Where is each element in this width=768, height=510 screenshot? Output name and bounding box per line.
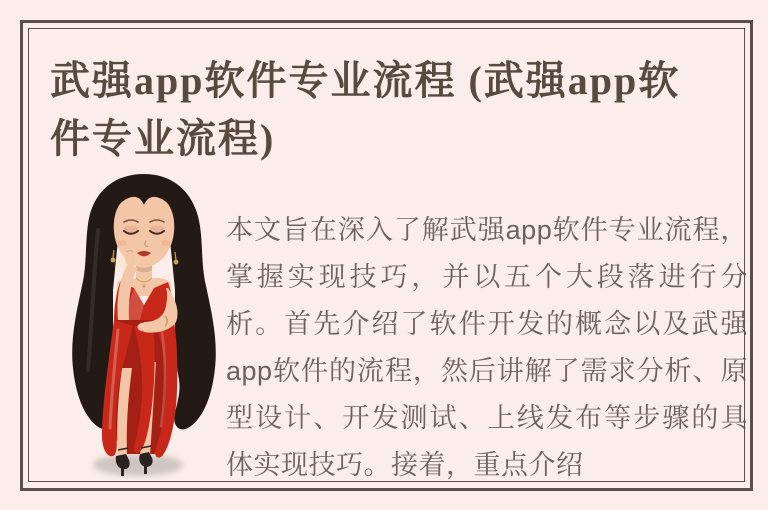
hand-left: [138, 323, 151, 332]
article-body: 本文旨在深入了解武强app软件专业流程，掌握实现技巧，并以五个大段落进行分析。首先介绍了软件开发的概念以及武强app软件的流程，然后讲解了需求分析、原型设计、开发测试、上线发布等步骤的具体实现技巧。接着，重点介绍: [226, 215, 748, 480]
woman-illustration-svg: [58, 170, 230, 480]
woman-in-red-dress-illustration: [58, 170, 230, 480]
figure-shadow: [93, 454, 183, 476]
page-title: 武强app软件专业流程 (武强app软件专业流程): [50, 58, 681, 161]
